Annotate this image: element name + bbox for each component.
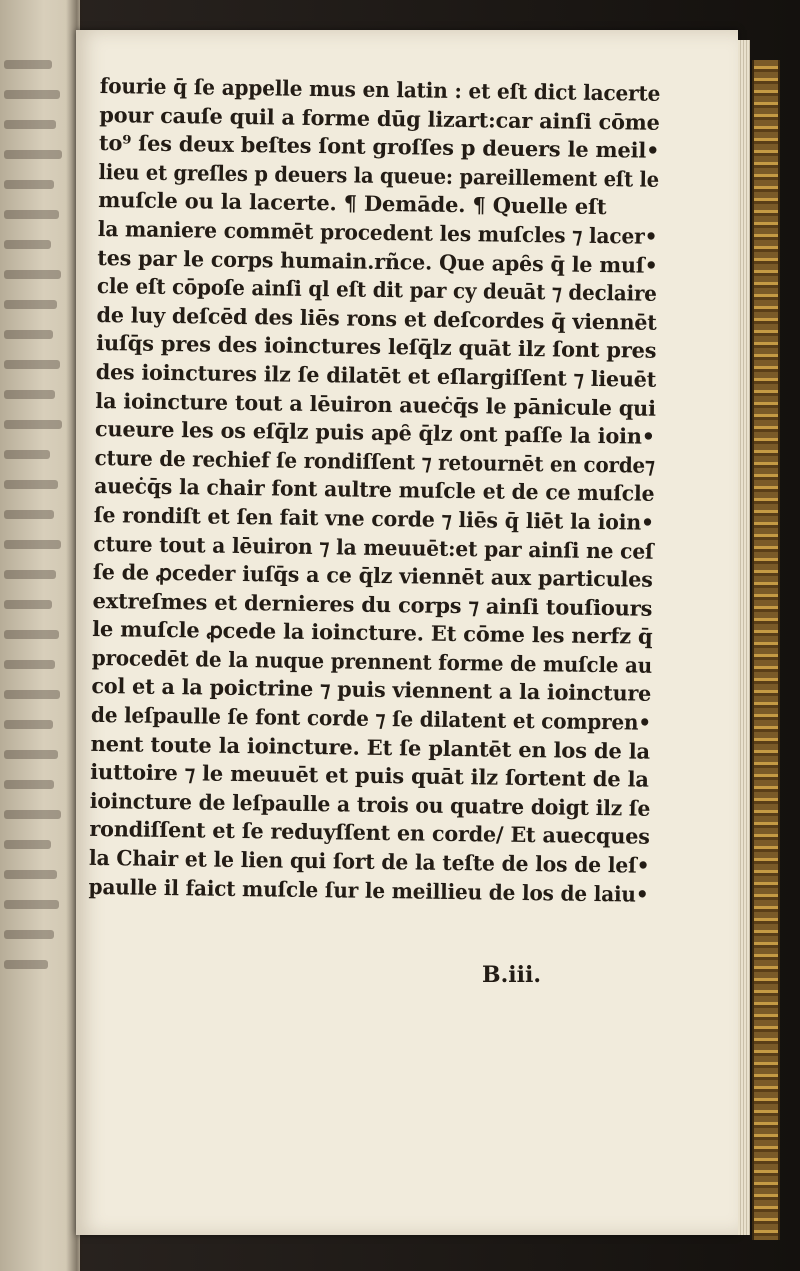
decorative-binding-border: [752, 60, 780, 1240]
ghost-text-line: [4, 720, 53, 729]
ghost-text-line: [4, 660, 55, 669]
text-line: pour cauſe quil a forme dūg lizart:car ainſi cōme: [99, 101, 660, 135]
text-line: to⁹ ſes deux beſtes ſont groſſes p deuers le meil•: [98, 130, 660, 164]
text-line: de leſpaulle ſe font corde ⁊ ſe dilatent et compren•: [90, 702, 652, 735]
body-text: [88, 72, 660, 909]
text-line: aueċq̄s la chair font aultre muſcle et de ce muſcle: [94, 473, 655, 507]
text-line: de luy deſcēd des liēs rons et deſcordes q̄ viennēt: [96, 301, 657, 335]
text-line: la Chair et le lien qui ſort de la teſte de los de leſ•: [88, 844, 650, 878]
text-line: muſcle ou la lacerte. ¶ Demāde. ¶ Quelle eſt: [98, 187, 607, 220]
ghost-text-line: [4, 600, 52, 609]
text-line: cture tout a lēuiron ⁊ la meuuēt:et par ainſi ne ceſ: [93, 530, 654, 564]
ghost-text-line: [4, 270, 61, 279]
ghost-text-line: [4, 900, 59, 909]
text-line: col et a la poictrine ⁊ puis viennent a la ioincture: [91, 673, 652, 707]
ghost-text-line: [4, 330, 53, 339]
ghost-text-line: [4, 750, 58, 759]
text-line: ſe de ꝓceder iuſq̄s a ce q̄lz viennēt aux particules: [92, 559, 653, 592]
ghost-text-line: [4, 690, 60, 699]
ghost-text-line: [4, 870, 57, 879]
ghost-text-line: [4, 300, 57, 309]
ghost-text-line: [4, 420, 62, 429]
ghost-text-line: [4, 240, 51, 249]
text-line: extreſmes et dernieres du corps ⁊ ainſi touſiours: [92, 587, 653, 621]
text-line: le muſcle ꝓcede la ioincture. Et cōme les nerfz q̄: [92, 616, 653, 650]
ghost-text-line: [4, 630, 59, 639]
text-line: iuttoire ⁊ le meuuēt et puis quāt ilz ſortent de la: [90, 759, 649, 792]
text-line: nent toute la ioincture. Et ſe plantēt en los de la: [90, 730, 651, 764]
text-line: des ioinctures ilz ſe dilatēt et eſlargiſſent ⁊ lieuēt: [95, 358, 657, 392]
ghost-text-line: [4, 840, 51, 849]
text-line: procedēt de la nuque prennent forme de muſcle au: [91, 644, 653, 678]
ghost-text-line: [4, 780, 54, 789]
text-line: fourie q̄ ſe appelle mus en latin : et eſt dict lacerte: [99, 72, 661, 106]
ghost-text-line: [4, 960, 48, 969]
ghost-text-line: [4, 360, 60, 369]
ghost-text-line: [4, 150, 62, 159]
text-line: tes par le corps humain.rñce. Que apȇs q̄ le muſ•: [97, 244, 658, 278]
ghost-text-line: [4, 930, 54, 939]
ghost-text-line: [4, 570, 56, 579]
text-line: cueure les os eſq̄lz puis apȇ q̄lz ont paſſe la ioin•: [94, 416, 656, 449]
text-line: cle eſt cōpoſe ainſi ql eſt dit par cy deuāt ⁊ declaire: [96, 273, 657, 306]
page-edges: [738, 40, 750, 1235]
text-line: ioincture de leſpaulle a trois ou quatre doigt ilz ſe: [89, 787, 651, 821]
text-line: iuſq̄s pres des ioinctures leſq̄lz quāt ilz ſont pres: [96, 330, 657, 364]
text-line: ſe rondiſt et ſen fait vne corde ⁊ liēs q̄ liēt la ioin•: [93, 501, 655, 535]
text-line: la ioincture tout a lēuiron aueċq̄s le pānicule qui: [95, 387, 656, 421]
ghost-text-line: [4, 60, 52, 69]
text-line: cture de rechief ſe rondiſſent ⁊ retournēt en corde⁊: [94, 444, 655, 478]
ghost-text-line: [4, 810, 61, 819]
ghost-text-line: [4, 450, 50, 459]
text-line: la maniere commēt procedent les muſcles ⁊ lacer•: [97, 215, 658, 249]
ghost-text-line: [4, 90, 60, 99]
signature-mark: B.iii.: [482, 962, 541, 988]
ghost-text-line: [4, 120, 56, 129]
ghost-text-line: [4, 210, 59, 219]
text-line: lieu et greſles p deuers la queue: pareillement eſt le: [98, 158, 660, 192]
ghost-text-line: [4, 510, 54, 519]
ghost-text-line: [4, 540, 61, 549]
text-line: rondiſſent et ſe reduyſſent en corde/ Et auecques: [89, 816, 650, 850]
ghost-text-line: [4, 180, 54, 189]
ghost-text-line: [4, 480, 58, 489]
text-line: paulle il faict muſcle ſur le meillieu de los de laiu•: [88, 873, 649, 907]
ghost-text-line: [4, 390, 55, 399]
